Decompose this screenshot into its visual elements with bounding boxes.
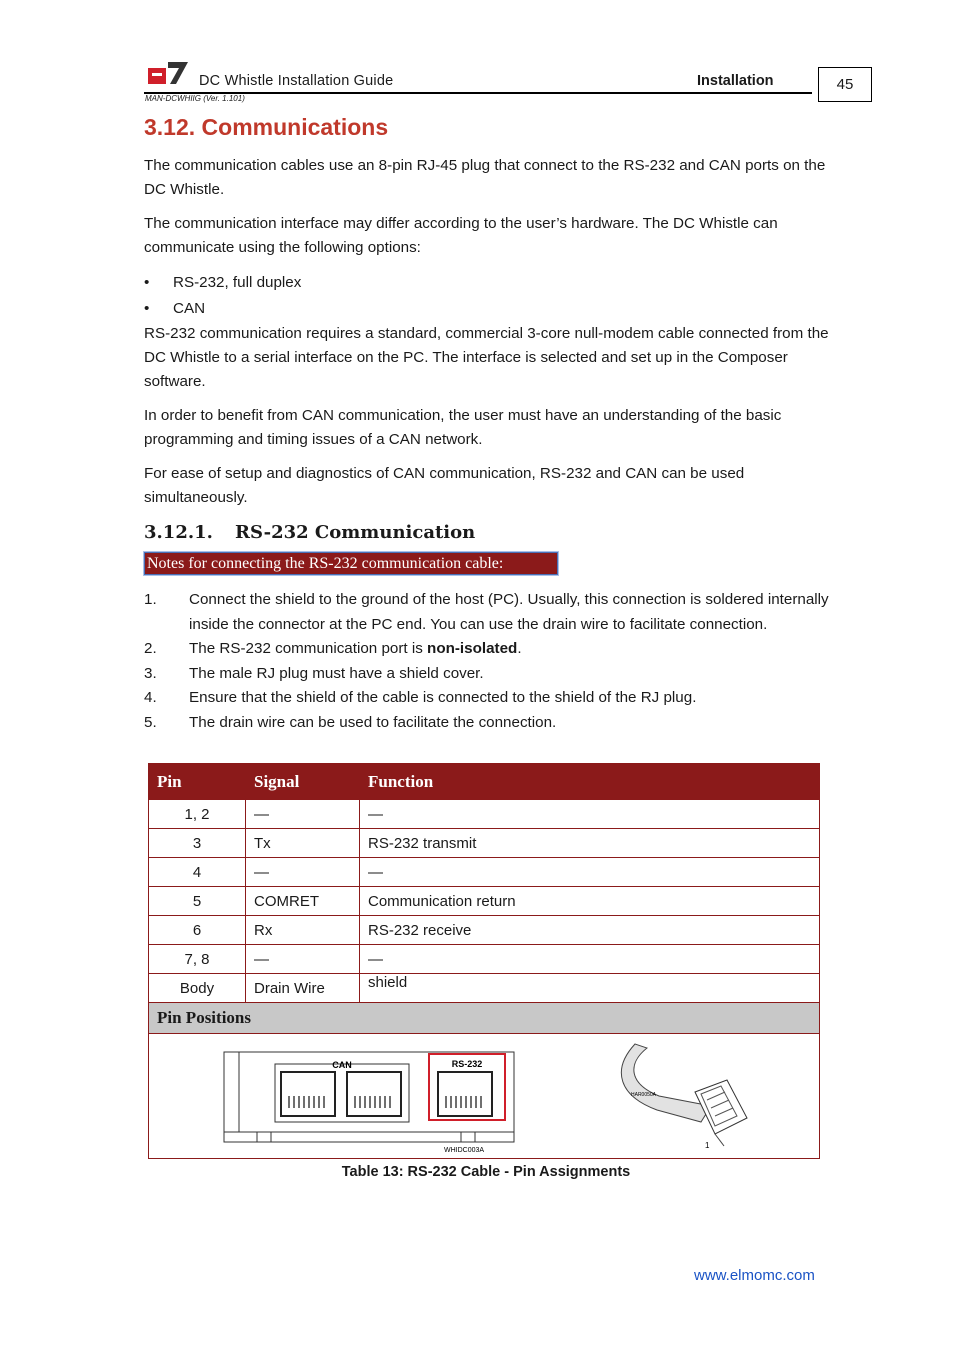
- table-cell: 6: [149, 916, 246, 945]
- pin-positions-figure: [149, 1034, 820, 1159]
- section-name: Installation: [697, 73, 774, 89]
- pin-assignment-table: [148, 763, 820, 1159]
- table-row: [149, 1034, 820, 1159]
- connector-panel: [224, 1052, 514, 1154]
- table-cell: —: [246, 858, 360, 887]
- column-header: Signal: [246, 764, 360, 800]
- table-cell: —: [360, 945, 820, 974]
- elmo-logo: [146, 58, 190, 88]
- table-cell: —: [360, 858, 820, 887]
- list-item: 2. The RS-232 communication port is non-isolated.: [144, 640, 522, 657]
- table-cell: —: [246, 800, 360, 829]
- rj45-plug-drawing: [621, 1044, 747, 1150]
- table-cell: Drain Wire: [246, 974, 360, 1003]
- paragraph: In order to benefit from CAN communication, the user must have an understanding of the basic programming and timing issues of a CAN network.: [144, 407, 782, 448]
- table-cell: —: [246, 945, 360, 974]
- paragraph: The communication cables use an 8-pin RJ-45 plug that connect to the RS-232 and CAN ports on the DC Whistle.: [144, 157, 826, 198]
- list-item: 3. The male RJ plug must have a shield cover.: [144, 664, 484, 682]
- doc-title: DC Whistle Installation Guide: [199, 73, 394, 89]
- column-header: Pin: [149, 764, 246, 800]
- note-label: Notes for connecting the RS-232 communication cable:: [144, 552, 558, 575]
- pin-positions-label: Pin Positions: [149, 1003, 820, 1034]
- connector-diagram: [149, 1034, 819, 1158]
- can-port-label: CAN: [332, 1060, 352, 1070]
- website-link[interactable]: www.elmomc.com: [694, 1267, 815, 1284]
- column-header: Function: [360, 764, 820, 800]
- table-cell: RS-232 receive: [360, 916, 820, 945]
- table-cell: 3: [149, 829, 246, 858]
- table-row: [149, 858, 820, 887]
- paragraph: RS-232 communication requires a standard, commercial 3-core null-modem cable connected from the DC Whistle to a serial interface on the PC. The interface is selected and set up in the Composer software.: [144, 325, 829, 390]
- table-row: [149, 945, 820, 974]
- table-header-row: [149, 764, 820, 800]
- list-item: 5. The drain wire can be used to facilitate the connection.: [144, 713, 557, 731]
- figure-code-right: HAR0050A: [631, 1092, 657, 1098]
- section-heading: 3.12. Communications: [144, 114, 389, 140]
- subsection-heading: 3.12.1. RS-232 Communication: [144, 522, 476, 543]
- list-item: • RS-232, full duplex: [144, 274, 302, 291]
- rs232-port-label: RS-232: [451, 1059, 483, 1069]
- table-cell: RS-232 transmit: [360, 829, 820, 858]
- table-cell: 1, 2: [149, 800, 246, 829]
- table-row: [149, 800, 820, 829]
- paragraph: For ease of setup and diagnostics of CAN communication, RS-232 and CAN can be used simultaneously.: [144, 465, 745, 506]
- table-cell: Body: [149, 974, 246, 1003]
- table-cell: —: [360, 800, 820, 829]
- table-cell: Tx: [246, 829, 360, 858]
- list-item: 1. Connect the shield to the ground of the host (PC). Usually, this connection is soldered internally inside the connector at the PC end. You can use the drain wire to facilitate connection.: [144, 591, 829, 633]
- steps-list: [144, 588, 834, 735]
- table-row: [149, 1003, 820, 1034]
- paragraph: The communication interface may differ according to the user’s hardware. The DC Whistle can communicate using the following options:: [144, 215, 778, 256]
- table-cell: COMRET: [246, 887, 360, 916]
- list-item: 4. Ensure that the shield of the cable is connected to the shield of the RJ plug.: [144, 689, 697, 706]
- figure-code-left: WHIDC003A: [444, 1147, 485, 1154]
- table-row: [149, 887, 820, 916]
- table-row: [149, 974, 820, 1003]
- doc-version: MAN-DCWHIIG (Ver. 1.101): [145, 94, 245, 103]
- page-number: 45: [818, 67, 872, 102]
- pin-1-marker: 1: [705, 1141, 710, 1150]
- table-cell: 7, 8: [149, 945, 246, 974]
- table-row: [149, 916, 820, 945]
- table-cell: Communication return: [360, 887, 820, 916]
- table-cell: Rx: [246, 916, 360, 945]
- table-caption: Table 13: RS-232 Cable - Pin Assignments: [341, 1164, 631, 1180]
- table-row: [149, 829, 820, 858]
- table-cell: 5: [149, 887, 246, 916]
- table-cell: 4: [149, 858, 246, 887]
- table-cell: shield: [360, 974, 820, 1003]
- list-item: • CAN: [144, 300, 206, 317]
